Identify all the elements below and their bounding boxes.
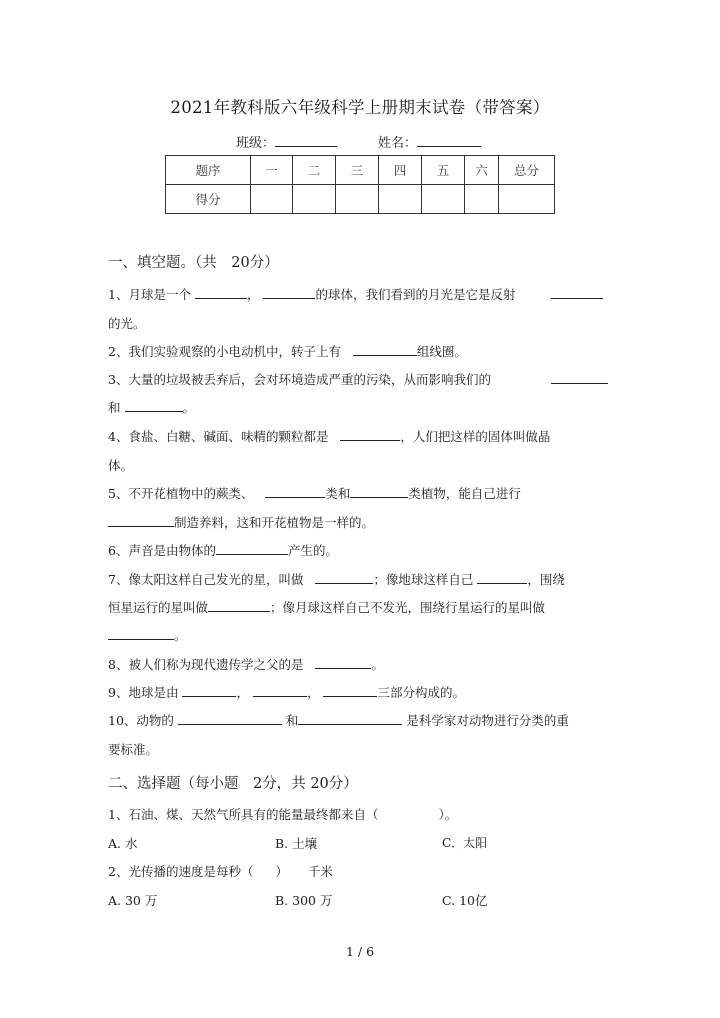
score-input-cell[interactable]	[465, 185, 499, 214]
score-input-cell[interactable]	[336, 185, 379, 214]
answer-blank[interactable]	[315, 656, 371, 669]
score-table-header-row	[166, 156, 555, 185]
score-input-cell[interactable]	[499, 185, 555, 214]
answer-blank[interactable]	[477, 571, 527, 584]
table-cell: 得分	[166, 185, 251, 214]
question-text: ，人们把这样的固体叫做晶	[400, 429, 551, 444]
question-text: ）	[275, 864, 288, 879]
question-text: 类和	[325, 486, 351, 501]
question-text: ，	[306, 685, 320, 700]
question-1-10-cont: 要标准。	[108, 742, 159, 757]
question-text: 1、月球是一个	[108, 287, 191, 302]
question-text: 10、动物的	[108, 713, 174, 728]
question-text: 2、光传播的速度是每秒（	[108, 864, 254, 879]
question-text: 7、像太阳这样自己发光的星，叫做	[108, 572, 304, 587]
table-cell: 三	[336, 156, 379, 185]
answer-blank[interactable]	[195, 286, 247, 299]
question-text: 和	[108, 400, 121, 415]
question-1-6	[108, 541, 338, 559]
page-number: 1 / 6	[345, 944, 375, 959]
page-title: 2021年教科版六年级科学上册期末试卷（带答案）	[170, 98, 550, 117]
table-cell: 总分	[499, 156, 555, 185]
question-1-3: 3、大量的垃圾被丢弃后，会对环境造成严重的污染，从而影响我们的	[108, 372, 491, 387]
score-table-score-row	[166, 185, 555, 214]
table-cell: 五	[422, 156, 465, 185]
option-2-2-c[interactable]: C. 10亿	[442, 893, 488, 908]
question-1-5-cont	[108, 513, 374, 531]
answer-blank[interactable]	[108, 627, 174, 640]
table-cell: 二	[293, 156, 336, 185]
question-text: 。	[174, 628, 187, 643]
answer-blank[interactable]	[263, 286, 315, 299]
question-1-9	[108, 683, 465, 701]
question-text: ，	[246, 287, 260, 302]
answer-blank[interactable]	[298, 712, 402, 725]
option-2-1-c[interactable]: C．太阳	[442, 836, 488, 850]
question-text: 制造养料，这和开花植物是一样的。	[174, 515, 375, 530]
name-field	[378, 132, 481, 151]
answer-blank[interactable]	[178, 712, 282, 725]
question-text: 三部分构成的。	[377, 685, 465, 700]
section-1-heading: 一、填空题。（共 20分）	[108, 255, 279, 271]
question-text: ，围绕	[527, 572, 565, 587]
answer-blank[interactable]	[340, 428, 400, 441]
question-text: 千米	[307, 864, 333, 879]
answer-blank[interactable]	[350, 485, 408, 498]
question-1-10	[108, 711, 569, 729]
table-cell: 题序	[166, 156, 251, 185]
table-cell: 六	[465, 156, 499, 185]
option-2-2-a[interactable]: A. 30 万	[108, 893, 158, 908]
option-2-1-b[interactable]: B. 土壤	[275, 836, 318, 851]
question-1-5	[108, 484, 521, 502]
answer-blank[interactable]	[323, 684, 377, 697]
question-text: 2、我们实验观察的小电动机中，转子上有	[108, 344, 341, 359]
answer-blank[interactable]	[108, 514, 174, 527]
question-1-1	[108, 285, 515, 303]
question-1-4	[108, 427, 550, 445]
answer-blank[interactable]	[208, 599, 270, 612]
question-text: 9、地球是由	[108, 685, 179, 700]
question-text: 1、石油、煤、天然气所具有的能量最终都来自（	[108, 807, 379, 822]
question-1-7	[108, 570, 565, 588]
question-text: 产生的。	[287, 543, 338, 558]
question-2-2	[108, 862, 333, 880]
question-text: 类植物，能自己进行	[408, 486, 521, 501]
question-1-7-cont	[108, 598, 545, 616]
question-1-1-cont: 的光。	[108, 316, 146, 331]
question-text: 和	[285, 713, 299, 728]
question-text: ）。	[438, 807, 458, 822]
name-label: 姓名：	[378, 136, 418, 151]
score-input-cell[interactable]	[293, 185, 336, 214]
name-blank[interactable]	[417, 134, 481, 147]
class-label: 班级：	[236, 136, 276, 151]
question-1-7-cont2	[108, 626, 187, 644]
question-text: 5、不开花植物中的蕨类、	[108, 486, 254, 501]
answer-blank[interactable]	[125, 399, 183, 412]
question-text: ，	[236, 685, 249, 700]
question-1-4-cont: 体。	[108, 458, 134, 473]
question-text: ；像月球这样自己不发光，围绕行星运行的星叫做	[270, 600, 546, 615]
table-cell: 四	[379, 156, 422, 185]
question-text: ；像地球这样自己	[373, 572, 474, 587]
question-text: 的球体，我们看到的月光是它是反射	[315, 287, 516, 302]
answer-blank[interactable]	[265, 485, 325, 498]
answer-blank[interactable]	[253, 684, 307, 697]
question-text: 。	[182, 400, 196, 415]
answer-blank[interactable]	[216, 542, 288, 555]
question-text: 4、食盐、白糖、碱面、味精的颗粒都是	[108, 429, 329, 444]
question-1-2	[108, 342, 467, 360]
answer-blank[interactable]	[315, 571, 373, 584]
score-input-cell[interactable]	[251, 185, 293, 214]
section-2-heading: 二、选择题（每小题 2分，共 20分）	[108, 776, 358, 792]
question-2-1	[108, 805, 457, 823]
answer-blank[interactable]	[182, 684, 236, 697]
question-text: 恒星运行的星叫做	[108, 600, 209, 615]
answer-blank[interactable]	[353, 343, 417, 356]
score-input-cell[interactable]	[422, 185, 465, 214]
question-1-8	[108, 655, 384, 673]
answer-blank[interactable]	[551, 286, 603, 299]
option-2-1-a[interactable]: A. 水	[108, 836, 138, 851]
option-2-2-b[interactable]: B. 300 万	[275, 893, 333, 908]
table-cell: 一	[251, 156, 293, 185]
question-text: 组线圈。	[416, 344, 467, 359]
class-field	[236, 132, 337, 151]
question-text: 8、被人们称为现代遗传学之父的是	[108, 657, 304, 672]
question-text: 。	[371, 657, 384, 672]
question-text: 6、声音是由物体的	[108, 543, 216, 558]
question-text: 是科学家对动物进行分类的重	[406, 713, 569, 728]
answer-blank[interactable]	[551, 371, 608, 384]
question-1-3-cont	[108, 398, 195, 416]
class-blank[interactable]	[275, 134, 337, 147]
score-table	[165, 155, 555, 214]
score-input-cell[interactable]	[379, 185, 422, 214]
